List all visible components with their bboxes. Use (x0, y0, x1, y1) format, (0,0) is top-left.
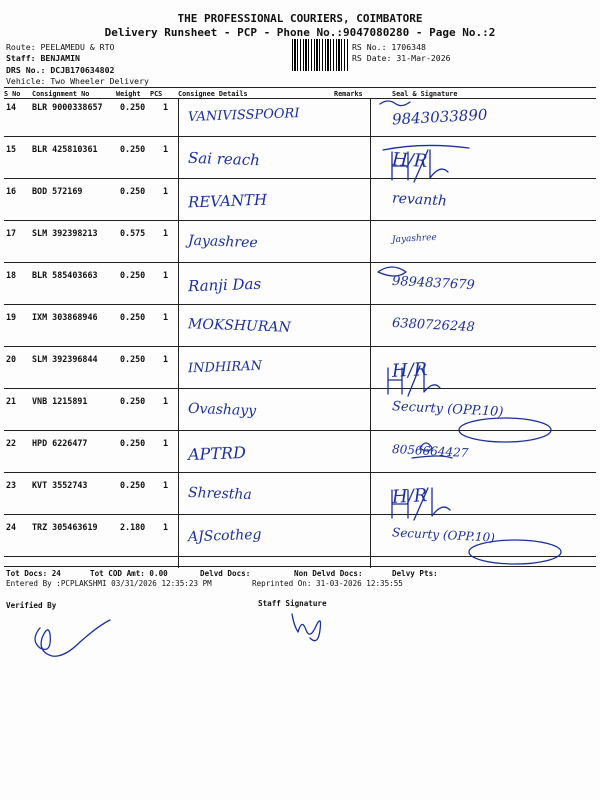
row-weight: 0.250 (120, 186, 146, 196)
seal-signature-handwriting: Securty (OPP.10) (391, 525, 496, 545)
sign-stroke (383, 145, 469, 150)
row-pcs: 1 (163, 522, 169, 532)
verified-by-label: Verified By (6, 601, 57, 610)
row-consignment-no: BLR 9000338657 (32, 102, 103, 112)
row-weight: 0.250 (120, 480, 146, 490)
row-consignment-no: HPD 6226477 (32, 438, 88, 448)
sign-stroke (412, 443, 452, 458)
row-weight: 0.250 (120, 144, 146, 154)
seal-signature-handwriting: revanth (391, 190, 448, 210)
hr-stamp-stroke (392, 150, 448, 182)
row-sno: 14 (6, 102, 17, 112)
row-sno: 22 (6, 438, 17, 448)
rs-date: RS Date: 31-Mar-2026 (352, 53, 451, 63)
sign-stroke (380, 101, 410, 106)
seal-signature-handwriting: Securty (OPP.10) (391, 399, 504, 420)
tot-cod: Tot COD Amt: 0.00 (90, 569, 168, 578)
row-weight: 0.250 (120, 396, 146, 406)
row-consignment-no: BLR 585403663 (32, 270, 98, 280)
row-consignment-no: BLR 425810361 (32, 144, 98, 154)
row-weight: 0.250 (120, 438, 146, 448)
sign-stroke (378, 267, 406, 276)
rs-number: RS No.: 1706348 (352, 42, 426, 52)
consignee-handwriting: Jayashree (187, 232, 258, 252)
consignee-handwriting: MOKSHURAN (187, 316, 292, 336)
consignee-handwriting: APTRD (187, 442, 247, 465)
seal-signature-handwriting: 8056664427 (391, 442, 469, 460)
row-pcs: 1 (163, 312, 169, 322)
row-weight: 0.250 (120, 102, 146, 112)
staff-label: Staff: BENJAMIN (6, 53, 80, 63)
consignee-handwriting: REVANTH (187, 190, 268, 212)
seal-oval (469, 540, 561, 564)
col-pcs: PCS (150, 90, 163, 98)
consignee-handwriting: Ranji Das (187, 274, 262, 296)
seal-signature-handwriting: 9843033890 (391, 105, 488, 129)
col-consignee: Consignee Details (178, 90, 248, 98)
row-consignment-no: VNB 1215891 (32, 396, 88, 406)
row-sno: 18 (6, 270, 17, 280)
col-consignment: Consignment No (32, 90, 90, 98)
row-consignment-no: SLM 392398213 (32, 228, 98, 238)
col-remarks: Remarks (334, 90, 363, 98)
consignee-handwriting: Ovashayy (187, 400, 257, 420)
seal-signature-handwriting: 6380726248 (391, 315, 476, 336)
seal-signature-handwriting: H/R (391, 359, 428, 382)
vehicle-label: Vehicle: Two Wheeler Delivery (6, 76, 149, 86)
tot-docs: Tot Docs: 24 (6, 569, 61, 578)
row-sno: 15 (6, 144, 17, 154)
row-pcs: 1 (163, 144, 169, 154)
table-bottom-rule (4, 566, 596, 567)
row-sno: 19 (6, 312, 17, 322)
delvy-pts: Delvy Pts: (392, 569, 438, 578)
col-weight: Weight (116, 90, 141, 98)
row-weight: 0.250 (120, 312, 146, 322)
row-pcs: 1 (163, 396, 169, 406)
row-sno: 24 (6, 522, 17, 532)
row-consignment-no: TRZ 305463619 (32, 522, 98, 532)
hr-stamp-stroke (388, 366, 440, 396)
entered-by: Entered By :PCPLAKSHMI 03/31/2026 12:35:23 PM (6, 579, 212, 588)
row-consignment-no: IXM 303868946 (32, 312, 98, 322)
seal-signature-handwriting: H/R (391, 149, 428, 172)
row-sno: 17 (6, 228, 17, 238)
delvd-docs: Delvd Docs: (200, 569, 251, 578)
col-sno: S No (4, 90, 21, 98)
runsheet-subtitle: Delivery Runsheet - PCP - Phone No.:9047080280 - Page No.:2 (104, 26, 496, 39)
seal-signature-handwriting: H/R (391, 485, 428, 508)
reprinted-on: Reprinted On: 31-03-2026 12:35:55 (252, 579, 403, 588)
consignee-handwriting: VANIVISSPOORI (187, 106, 300, 125)
row-weight: 2.180 (120, 522, 146, 532)
consignee-handwriting: Sai reach (187, 148, 261, 170)
row-weight: 0.250 (120, 270, 146, 280)
consignee-handwriting: INDHIRAN (187, 358, 263, 377)
row-pcs: 1 (163, 438, 169, 448)
col-seal: Seal & Signature (392, 90, 458, 98)
row-pcs: 1 (163, 186, 169, 196)
seal-signature-handwriting: 9894837679 (391, 273, 476, 294)
row-consignment-no: BOD 572169 (32, 186, 83, 196)
route-label: Route: PEELAMEDU & RTO (6, 42, 115, 52)
row-consignment-no: KVT 3552743 (32, 480, 88, 490)
row-pcs: 1 (163, 228, 169, 238)
staff-signature-mark (292, 614, 321, 641)
non-delvd-docs: Non Delvd Docs: (294, 569, 363, 578)
row-sno: 23 (6, 480, 17, 490)
seal-oval (459, 418, 551, 442)
row-sno: 20 (6, 354, 17, 364)
drs-number: DRS No.: DCJB170634802 (6, 65, 115, 75)
staff-signature-label: Staff Signature (258, 599, 327, 608)
consignee-handwriting: AJScotheg (187, 526, 262, 546)
row-pcs: 1 (163, 480, 169, 490)
row-weight: 0.250 (120, 354, 146, 364)
seal-signature-handwriting: Jayashree (391, 232, 438, 246)
verified-signature (35, 620, 110, 656)
row-pcs: 1 (163, 102, 169, 112)
company-title: THE PROFESSIONAL COURIERS, COIMBATORE (177, 12, 423, 25)
row-sno: 21 (6, 396, 17, 406)
row-sno: 16 (6, 186, 17, 196)
hr-stamp-stroke (392, 488, 450, 520)
consignee-handwriting: Shrestha (187, 484, 253, 504)
row-weight: 0.575 (120, 228, 146, 238)
row-pcs: 1 (163, 270, 169, 280)
row-consignment-no: SLM 392396844 (32, 354, 98, 364)
row-pcs: 1 (163, 354, 169, 364)
